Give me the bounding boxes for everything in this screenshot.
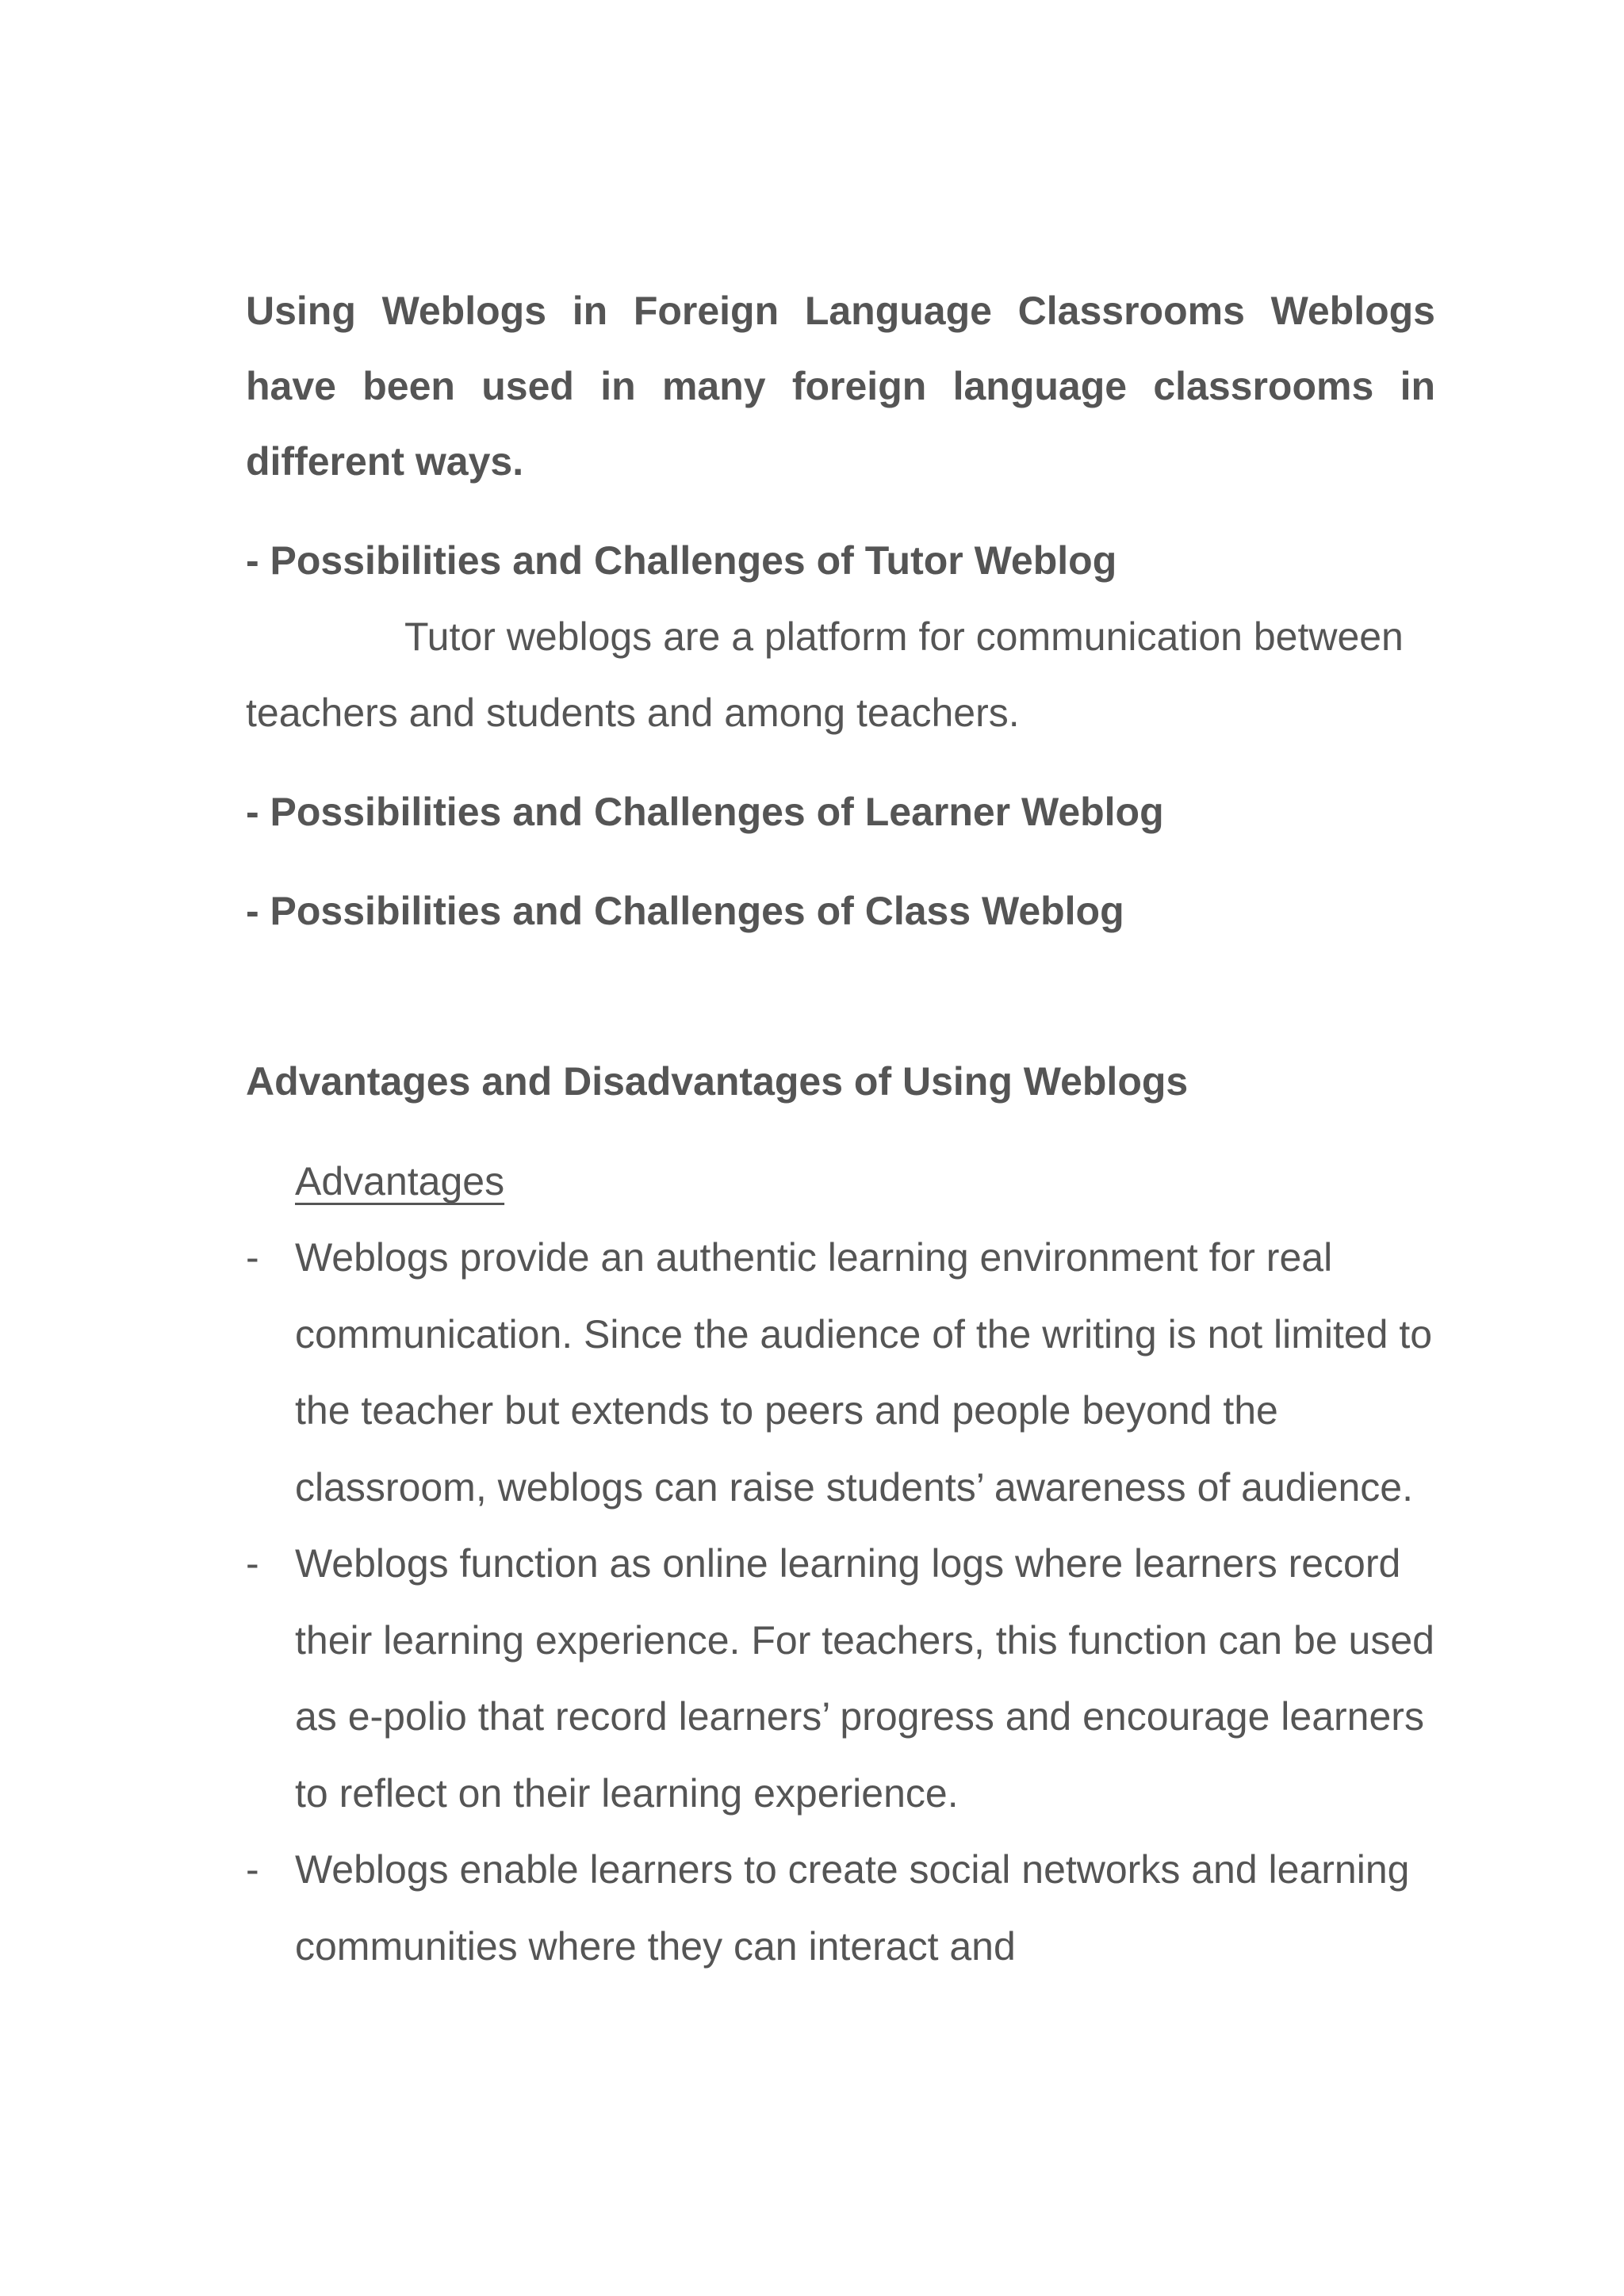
- list-item: [246, 1219, 1435, 1525]
- section-heading-tutor-weblog: - Possibilities and Challenges of Tutor Weblog: [246, 538, 1117, 583]
- section-body-tutor-weblog: Tutor weblogs are a platform for communication between teachers and students and among teachers.: [246, 614, 1404, 735]
- list-item-text: Weblogs function as online learning logs where learners record their learning experience. For teachers, this function can be used as e-polio that record learners’ progress and encourage learners to reflect on their learning experience.: [295, 1541, 1434, 1816]
- advantages-list: [246, 1219, 1435, 1984]
- document-content: [246, 274, 1435, 1984]
- list-item: [246, 1831, 1435, 1984]
- advantages-subheading: [295, 1143, 1435, 1219]
- bullet-dash: -: [246, 1235, 259, 1280]
- section-spacer: [246, 973, 1435, 1044]
- list-item: [246, 1525, 1435, 1831]
- advantages-subheading-text: Advantages: [295, 1159, 505, 1203]
- bullet-dash: -: [246, 1541, 259, 1586]
- bullet-dash: -: [246, 1847, 259, 1892]
- list-item-text: Weblogs provide an authentic learning environment for real communication. Since the audience of the writing is not limited to the teacher but extends to peers and people beyond the classroom, weblogs can raise students’ awareness of audience.: [295, 1235, 1433, 1510]
- intro-heading: Using Weblogs in Foreign Language Classrooms Weblogs have been used in many foreign language classrooms in different ways.: [246, 289, 1435, 484]
- list-item-text: Weblogs enable learners to create social networks and learning communities where they can interact and: [295, 1847, 1410, 1969]
- section-heading-class-weblog: - Possibilities and Challenges of Class Weblog: [246, 889, 1124, 933]
- section-heading-learner-weblog: - Possibilities and Challenges of Learner Weblog: [246, 790, 1164, 834]
- adv-disadv-heading: Advantages and Disadvantages of Using Weblogs: [246, 1059, 1189, 1104]
